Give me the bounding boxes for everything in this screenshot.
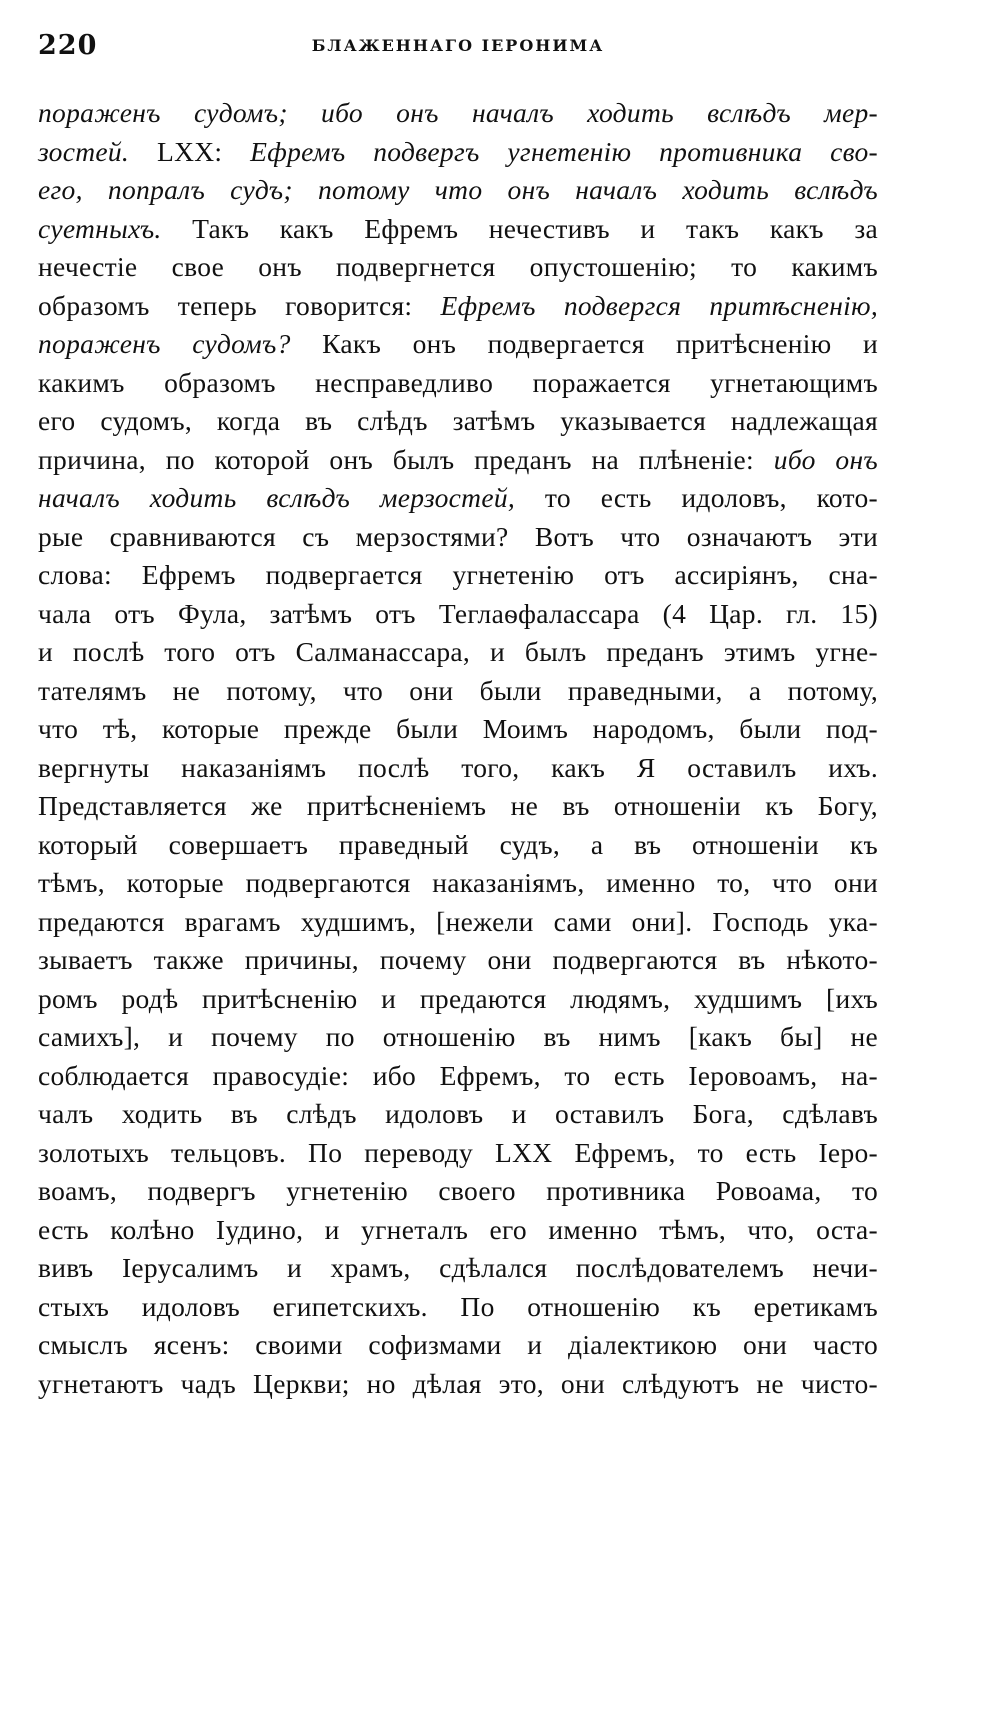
text-segment: есть колѣно Іудино, и угнеталъ его именно тѣмъ, что, оста-	[38, 1213, 878, 1245]
text-segment: соблюдается правосудіе: ибо Ефремъ, то есть Іеровоамъ, на-	[38, 1059, 878, 1091]
text-line	[38, 1365, 878, 1404]
text-segment: его судомъ, когда въ слѣдъ затѣмъ указывается надлежащая	[38, 405, 878, 436]
italic-segment: Ефремъ подвергъ угнетенію противника сво-	[250, 135, 878, 167]
text-line	[38, 1288, 878, 1327]
text-segment: Представляется же притѣсненіемъ не въ отношеніи къ Богу,	[38, 790, 878, 821]
italic-segment: началъ ходить вслѣдъ мерзостей,	[38, 482, 516, 513]
text-line	[38, 94, 878, 133]
text-segment: образомъ теперь говорится:	[38, 289, 441, 321]
text-segment: вергнуты наказаніямъ послѣ того, какъ Я оставилъ ихъ.	[38, 751, 878, 783]
text-segment: предаются врагамъ худшимъ, [нежели сами они]. Господь ука-	[38, 905, 878, 937]
text-line	[38, 441, 878, 480]
italic-segment: ибо онъ	[773, 443, 878, 475]
text-segment: ромъ родѣ притѣсненію и предаются людямъ, худшимъ [ихъ	[38, 982, 878, 1014]
text-line	[38, 903, 878, 942]
text-segment: нечестіе свое онъ подвергнется опустошенію; то какимъ	[38, 251, 878, 282]
text-segment: который совершаетъ праведный судъ, а въ отношеніи къ	[38, 828, 878, 860]
text-line	[38, 710, 878, 749]
page-number: 220	[38, 30, 98, 61]
text-segment: смыслъ ясенъ: своими софизмами и діалектикою они часто	[38, 1329, 878, 1360]
text-segment: Какъ онъ подвергается притѣсненію и	[290, 328, 878, 359]
running-head	[38, 30, 878, 74]
text-line	[38, 133, 878, 172]
text-line	[38, 1134, 878, 1173]
book-page	[38, 30, 878, 1680]
text-line	[38, 518, 878, 557]
text-line	[38, 171, 878, 210]
text-segment: чала отъ Фула, затѣмъ отъ Теглаѳфаласcара (4 Цар. гл. 15)	[38, 597, 878, 629]
text-segment: чалъ ходить въ слѣдъ идоловъ и оставилъ Бога, сдѣлавъ	[38, 1098, 878, 1129]
text-segment: рые сравниваются съ мерзостями? Вотъ что означаютъ эти	[38, 520, 878, 552]
text-line	[38, 980, 878, 1019]
italic-segment: суетныхъ.	[38, 212, 162, 244]
text-line	[38, 1057, 878, 1096]
text-segment: тателямъ не потому, что они были праведными, а потому,	[38, 674, 878, 706]
text-line	[38, 864, 878, 903]
text-segment: Такъ какъ Ефремъ нечестивъ и такъ какъ за	[161, 212, 878, 244]
text-line	[38, 364, 878, 403]
text-segment: слова: Ефремъ подвергается угнетенію отъ ассиріянъ, сна-	[38, 559, 878, 590]
text-segment: что тѣ, которые прежде были Моимъ народомъ, были под-	[38, 713, 878, 744]
text-line	[38, 1095, 878, 1134]
text-line	[38, 633, 878, 672]
italic-segment: пораженъ судомъ; ибо онъ началъ ходить вслѣдъ мер-	[38, 97, 878, 128]
italic-segment: его, попралъ судъ; потому что онъ началъ ходить вслѣдъ	[38, 174, 878, 205]
page-header-title: БЛАЖЕННАГО ІЕРОНИМА	[311, 36, 605, 55]
text-line	[38, 1172, 878, 1211]
text-line	[38, 749, 878, 788]
text-line	[38, 479, 878, 518]
italic-segment: пораженъ судомъ?	[38, 328, 291, 359]
text-line	[38, 325, 878, 364]
text-line	[38, 1326, 878, 1365]
text-segment: то есть идоловъ, кото-	[515, 482, 879, 513]
text-segment: самихъ], и почему по отношенію въ нимъ [какъ бы] не	[38, 1021, 878, 1052]
text-line	[38, 210, 878, 249]
text-line	[38, 826, 878, 865]
text-segment: воамъ, подвергъ угнетенію своего противника Ровоама, то	[38, 1175, 878, 1206]
text-segment: угнетаютъ чадъ Церкви; но дѣлая это, они слѣдуютъ не чисто-	[38, 1367, 878, 1399]
text-segment: стыхъ идоловъ египетскихъ. По отношенію къ еретикамъ	[38, 1290, 878, 1322]
text-line	[38, 1018, 878, 1057]
text-line	[38, 287, 878, 326]
text-line	[38, 1211, 878, 1250]
text-segment: вивъ Іерусалимъ и храмъ, сдѣлался послѣдователемъ нечи-	[38, 1252, 878, 1283]
text-line	[38, 787, 878, 826]
text-line	[38, 556, 878, 595]
text-segment: зываетъ также причины, почему они подвергаются въ нѣкото-	[38, 944, 878, 975]
italic-segment: Ефремъ подвергся притѣсненію,	[440, 289, 878, 321]
text-line	[38, 402, 878, 441]
body-text	[38, 94, 878, 1403]
text-segment: тѣмъ, которые подвергаются наказаніямъ, именно то, что они	[38, 867, 878, 898]
text-segment: причина, по которой онъ былъ преданъ на плѣненіе:	[38, 443, 774, 475]
text-line	[38, 672, 878, 711]
text-line	[38, 1249, 878, 1288]
text-segment: какимъ образомъ несправедливо поражается угнетающимъ	[38, 366, 878, 398]
italic-segment: зостей.	[38, 135, 130, 167]
text-line	[38, 248, 878, 287]
text-line	[38, 941, 878, 980]
text-segment: золотыхъ тельцовъ. По переводу LXX Ефремъ, то есть Іеро-	[38, 1136, 878, 1168]
text-segment: LXX:	[129, 135, 251, 167]
text-segment: и послѣ того отъ Салманассара, и былъ преданъ этимъ угне-	[38, 636, 878, 667]
text-line	[38, 595, 878, 634]
